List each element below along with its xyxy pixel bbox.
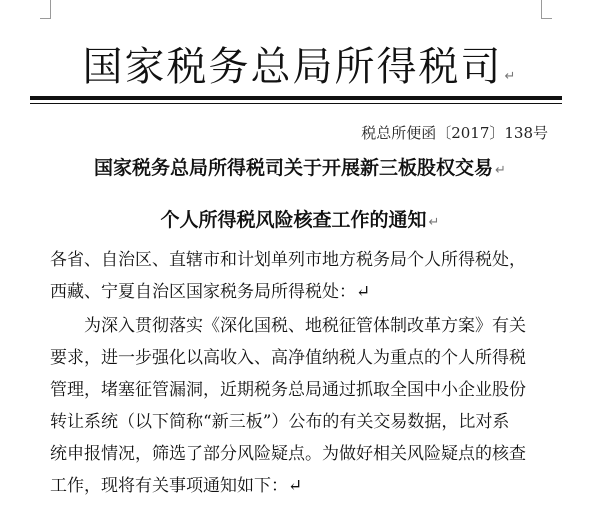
salutation-paragraph	[50, 244, 526, 308]
paragraph-mark: ↵	[504, 69, 518, 84]
body-paragraph	[50, 310, 526, 502]
document-number: 税总所便函〔2017〕138号	[361, 124, 548, 142]
body-line: 转让系统（以下简称“新三板”）公布的有关交易数据，比对系	[50, 412, 510, 432]
body-line: 统申报情况，筛选了部分风险疑点。为做好相关风险疑点的核查	[50, 444, 526, 464]
letterhead-rule-thin	[30, 103, 562, 104]
letterhead-title: 国家税务总局所得税司 ↵	[82, 44, 518, 90]
body-line: 工作，现将有关事项通知如下：↵	[50, 476, 303, 496]
body-line: 为深入贯彻落实《深化国税、地税征管体制改革方案》有关	[84, 316, 526, 336]
letterhead-rule-thick	[30, 96, 562, 100]
document-title-line-2: 个人所得税风险核查工作的通知 ↵	[160, 209, 440, 231]
page-corner-mark-right	[541, 0, 552, 19]
paragraph-mark: ↵	[428, 215, 440, 230]
document-title-line-1: 国家税务总局所得税司关于开展新三板股权交易 ↵	[94, 157, 506, 179]
body-line: 管理，堵塞征管漏洞，近期税务总局通过抓取全国中小企业股份	[50, 380, 526, 400]
salutation-line: 各省、自治区、直辖市和计划单列市地方税务局个人所得税处，	[50, 250, 526, 270]
page-corner-mark-left	[40, 0, 51, 19]
body-line: 要求，进一步强化以高收入、高净值纳税人为重点的个人所得税	[50, 348, 526, 368]
paragraph-mark: ↵	[495, 163, 506, 178]
salutation-line: 西藏、宁夏自治区国家税务局所得税处：↵	[50, 282, 371, 302]
